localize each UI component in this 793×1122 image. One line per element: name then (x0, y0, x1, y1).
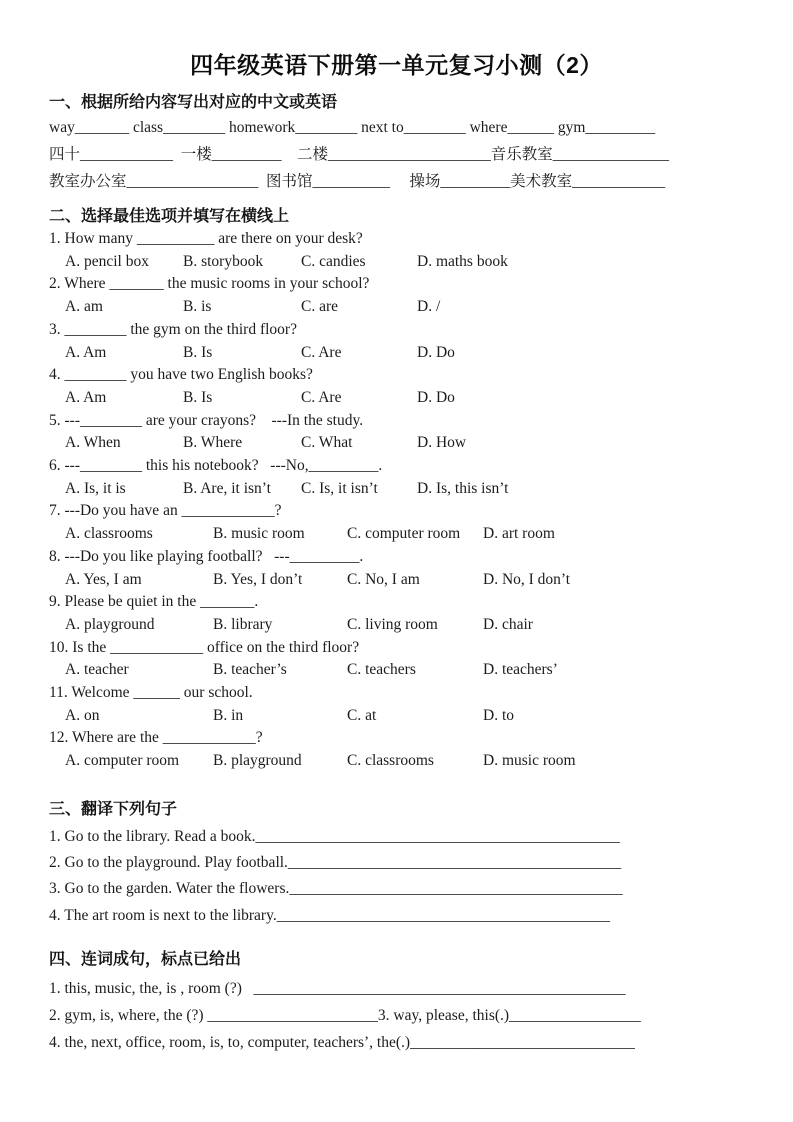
options-row-11 (65, 705, 693, 728)
option-c: C. Are (301, 388, 342, 406)
option-d: D. / (417, 298, 441, 316)
translation-item-3: 3. Go to the garden. Water the flowers.___________________________________________ (49, 880, 623, 898)
question-text-10: 10. Is the ____________ office on the third floor? (49, 638, 360, 656)
option-a: A. classrooms (65, 525, 153, 543)
option-a: A. Yes, I am (65, 570, 142, 588)
options-row-12 (65, 750, 693, 773)
vocab-line-chinese-1: 四十____________ 一楼_________ 二楼_____________________音乐教室_______________ (49, 146, 670, 163)
multiple-choice-section (49, 228, 693, 773)
rearrange-line-1 (49, 975, 693, 1002)
options-row-10 (65, 659, 693, 682)
option-b: B. Where (183, 434, 243, 452)
option-d: D. music room (483, 752, 576, 770)
option-d: D. How (417, 434, 467, 452)
translation-item-1: 1. Go to the library. Read a book._______________________________________________ (49, 827, 620, 845)
option-a: A. teacher (65, 661, 129, 679)
rearrange-item-4: 4. the, next, office, room, is, to, computer, teachers’, the(.)_____________________________ (49, 1034, 635, 1052)
option-b: B. storybook (183, 252, 264, 270)
option-b: B. Is (183, 388, 213, 406)
question-text-6: 6. ---________ this his notebook? ---No,_________. (49, 457, 383, 475)
option-b: B. music room (213, 525, 305, 543)
option-c: C. No, I am (347, 570, 420, 588)
question-text-4: 4. ________ you have two English books? (49, 366, 313, 384)
rearrange-item-3: 3. way, please, this(.)_________________ (377, 1007, 641, 1025)
rearrange-section (49, 975, 693, 1056)
question-text-11: 11. Welcome ______ our school. (49, 684, 253, 702)
option-a: A. computer room (65, 752, 180, 770)
options-row-5 (65, 432, 693, 455)
option-d: D. to (483, 706, 514, 724)
option-d: D. art room (483, 525, 555, 543)
page-title: 四年级英语下册第一单元复习小测（2） (190, 52, 603, 78)
option-b: B. Is (183, 343, 213, 361)
section3-heading: 三、翻译下列句子 (49, 800, 178, 818)
question-text-12: 12. Where are the ____________? (49, 729, 263, 747)
option-a: A. Am (65, 343, 107, 361)
translation-item-4: 4. The art room is next to the library.___________________________________________ (49, 906, 610, 924)
option-c: C. teachers (347, 661, 416, 679)
option-b: B. playground (213, 752, 302, 770)
option-b: B. Yes, I don’t (213, 570, 303, 588)
option-a: A. playground (65, 615, 155, 633)
options-row-4 (65, 387, 693, 410)
section2-heading: 二、选择最佳选项并填写在横线上 (49, 208, 290, 225)
option-d: D. chair (483, 615, 533, 633)
option-d: D. maths book (417, 252, 508, 270)
option-d: D. Do (417, 388, 455, 406)
option-c: C. candies (301, 252, 366, 270)
vocab-section (49, 114, 693, 195)
options-row-7 (65, 523, 693, 546)
section1-heading: 一、根据所给内容写出对应的中文或英语 (49, 94, 338, 111)
option-b: B. in (213, 706, 244, 724)
option-c: C. Is, it isn’t (301, 479, 378, 497)
question-text-1: 1. How many __________ are there on your desk? (49, 230, 363, 247)
option-a: A. When (65, 434, 121, 452)
option-c: C. Are (301, 343, 342, 361)
option-a: A. pencil box (65, 252, 149, 270)
option-c: C. What (301, 434, 353, 452)
option-d: D. Do (417, 343, 455, 361)
options-row-8 (65, 569, 693, 592)
option-b: B. Are, it isn’t (183, 479, 271, 497)
option-d: D. Is, this isn’t (417, 479, 509, 497)
question-text-7: 7. ---Do you have an ____________? (49, 502, 282, 520)
option-a: A. am (65, 298, 103, 316)
options-row-2 (65, 296, 693, 319)
option-a: A. Am (65, 388, 107, 406)
translation-item-2: 2. Go to the playground. Play football.___________________________________________ (49, 854, 622, 872)
options-row-6 (65, 478, 693, 501)
rearrange-line-3 (49, 1029, 693, 1056)
option-a: A. Is, it is (65, 479, 126, 497)
option-c: C. at (347, 706, 377, 724)
question-text-8: 8. ---Do you like playing football? ---_________. (49, 547, 364, 565)
question-text-2: 2. Where _______ the music rooms in your school? (49, 275, 370, 293)
option-d: D. teachers’ (483, 661, 558, 679)
question-text-5: 5. ---________ are your crayons? ---In the study. (49, 411, 364, 429)
option-a: A. on (65, 706, 100, 724)
vocab-line-english: way_______ class________ homework________ next to________ where______ gym_________ (49, 119, 656, 136)
option-b: B. teacher’s (213, 661, 287, 679)
question-text-3: 3. ________ the gym on the third floor? (49, 320, 297, 338)
rearrange-item-2: 2. gym, is, where, the (?) ______________________ (49, 1007, 378, 1025)
translation-section (49, 824, 693, 929)
option-d: D. No, I don’t (483, 570, 571, 588)
rearrange-line-2 (49, 1002, 693, 1029)
vocab-line-chinese-2: 教室办公室_________________ 图书馆__________ 操场_________美术教室____________ (49, 173, 666, 190)
option-c: C. classrooms (347, 752, 434, 770)
option-c: C. computer room (347, 525, 461, 543)
option-c: C. are (301, 298, 339, 316)
question-text-9: 9. Please be quiet in the _______. (49, 593, 259, 611)
section4-heading: 四、连词成句，标点已给出 (49, 951, 242, 969)
option-c: C. living room (347, 615, 438, 633)
options-row-3 (65, 342, 693, 365)
option-b: B. is (183, 298, 212, 316)
rearrange-item-1: 1. this, music, the, is , room (?) ________________________________________________ (49, 980, 626, 998)
option-b: B. library (213, 615, 273, 633)
options-row-9 (65, 614, 693, 637)
options-row-1 (65, 251, 693, 274)
